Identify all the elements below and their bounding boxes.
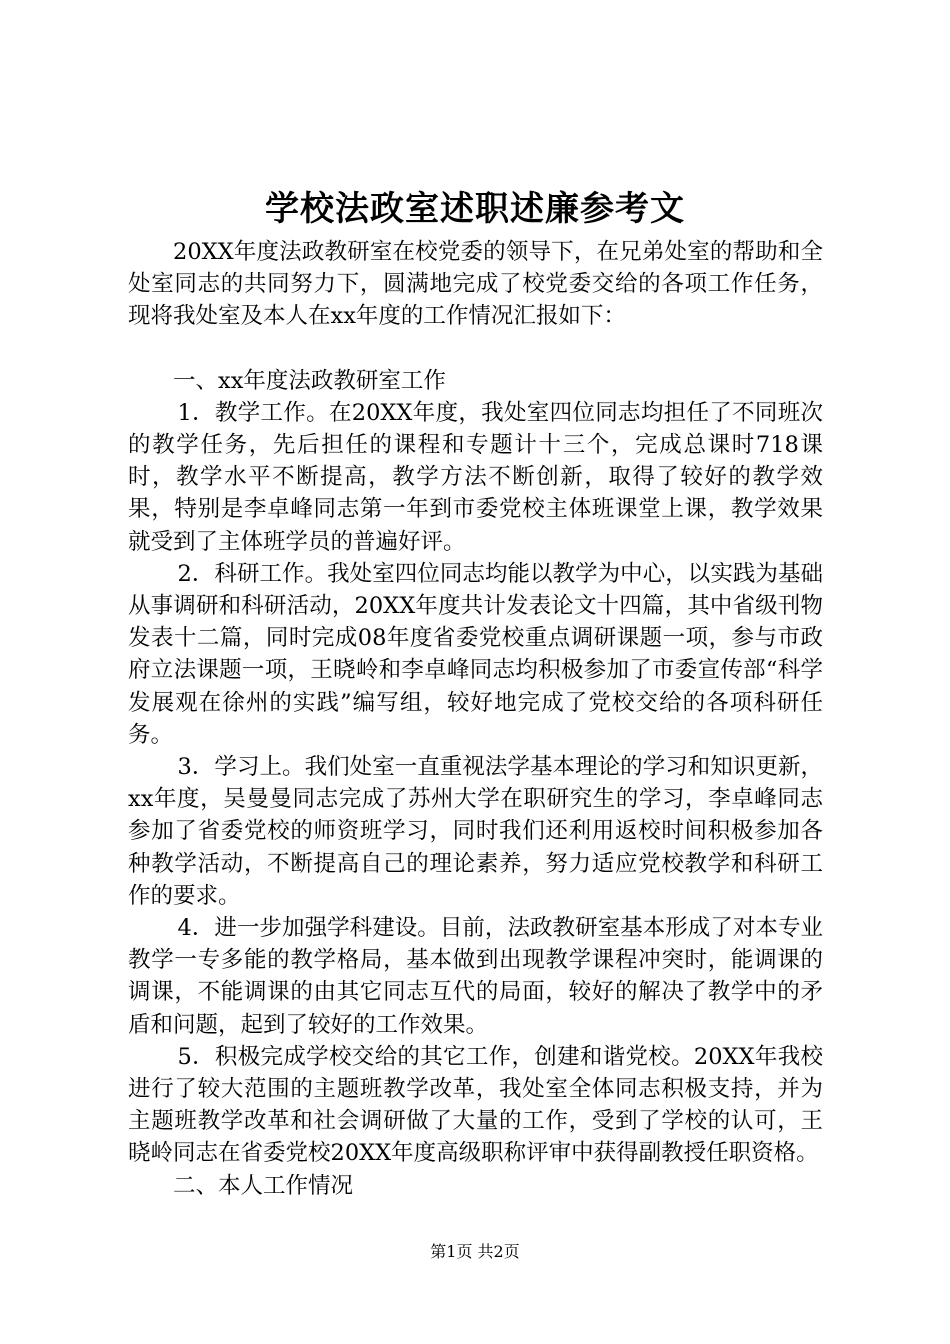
item-paragraph-1: 1．教学工作。在20XX年度，我处室四位同志均担任了不同班次的教学任务，先后担任的课程和专题计十三个，完成总课时718课时，教学水平不断提高，教学方法不断创新，取得了较好的教学效果，特别是李卓峰同志第一年到市委党校主体班课堂上课，教学效果就受到了主体班学员的普遍好评。: [128, 399, 823, 555]
item-paragraph-2: 2．科研工作。我处室四位同志均能以教学为中心，以实践为基础从事调研和科研活动，20XX年度共计发表论文十四篇，其中省级刊物发表十二篇，同时完成08年度省委党校重点调研课题一项，参与市政府立法课题一项，王晓岭和李卓峰同志均积极参加了市委宣传部“科学发展观在徐州的实践”编写组，较好地完成了党校交给的各项科研任务。: [128, 560, 823, 748]
item-paragraph-4: 4．进一步加强学科建设。目前，法政教研室基本形成了对本专业教学一专多能的教学格局，基本做到出现教学课程冲突时，能调课的调课，不能调课的由其它同志互代的局面，较好的解决了教学中的矛盾和问题，起到了较好的工作效果。: [128, 915, 823, 1038]
intro-paragraph: 20XX年度法政教研室在校党委的领导下，在兄弟处室的帮助和全处室同志的共同努力下，圆满地完成了校党委交给的各项工作任务，现将我处室及本人在xx年度的工作情况汇报如下：: [128, 239, 823, 330]
item-paragraph-5: 5．积极完成学校交给的其它工作，创建和谐党校。20XX年我校进行了较大范围的主题班教学改革，我处室全体同志积极支持，并为主题班教学改革和社会调研做了大量的工作，受到了学校的认可，王晓岭同志在省委党校20XX年度高级职称评审中获得副教授任职资格。: [128, 1043, 823, 1167]
section-heading-2: 二、本人工作情况: [173, 1172, 354, 1199]
section-heading-1: 一、xx年度法政教研室工作: [173, 367, 446, 394]
document-body: [128, 236, 823, 1202]
document-title: 学校法政室述职述廉参考文: [265, 189, 685, 229]
page-footer: 第1页 共2页: [430, 1242, 520, 1261]
item-paragraph-3: 3．学习上。我们处室一直重视法学基本理论的学习和知识更新，xx年度，吴曼曼同志完成了苏州大学在职研究生的学习，李卓峰同志参加了省委党校的师资班学习，同时我们还利用返校时间积极参加各种教学活动，不断提高自己的理论素养，努力适应党校教学和科研工作的要求。: [128, 754, 823, 909]
